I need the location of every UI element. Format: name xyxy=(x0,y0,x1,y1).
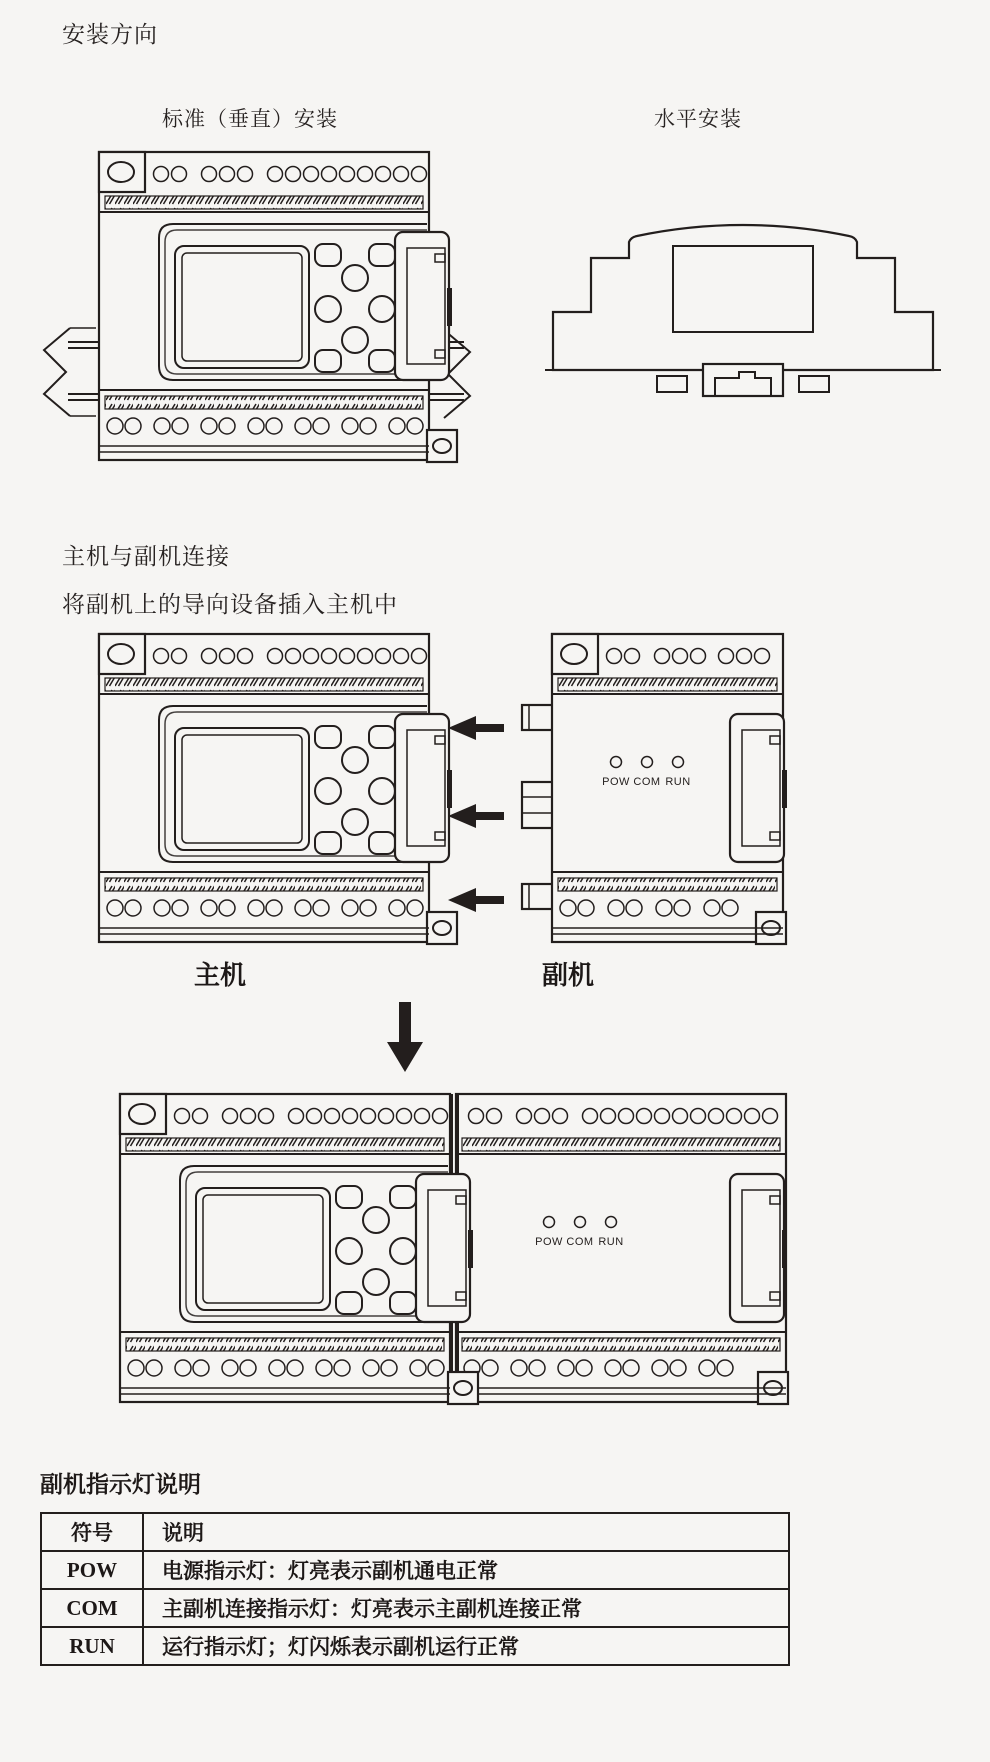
led-com-label: COM xyxy=(566,1236,594,1248)
row-symbol: RUN xyxy=(41,1627,143,1665)
main-unit-label: 主机 xyxy=(193,961,247,990)
indicator-table xyxy=(40,1512,790,1666)
led-run-label: RUN xyxy=(665,776,691,788)
led-com-label: COM xyxy=(633,776,661,788)
sub-unit-drawing xyxy=(552,634,787,944)
led-pow-label: POW xyxy=(535,1236,563,1248)
table-title: 副机指示灯说明 xyxy=(40,1472,201,1497)
row-description: 电源指示灯：灯亮表示副机通电正常 xyxy=(143,1551,789,1589)
main-unit-drawing xyxy=(120,1094,478,1404)
table-row xyxy=(41,1551,789,1589)
vertical-install-figure xyxy=(40,150,480,480)
main-unit-drawing xyxy=(99,152,457,462)
led-run-label: RUN xyxy=(598,1236,624,1248)
connect-heading: 主机与副机连接 xyxy=(62,543,230,569)
insert-arrow-icon xyxy=(448,888,504,912)
down-arrow-icon xyxy=(387,1002,423,1072)
horizontal-install-caption: 水平安装 xyxy=(654,108,742,131)
sub-unit-drawing xyxy=(456,1094,788,1404)
col-header-desc: 说明 xyxy=(143,1513,789,1551)
connection-figure xyxy=(40,632,790,962)
row-symbol: COM xyxy=(41,1589,143,1627)
horizontal-install-figure xyxy=(545,210,941,400)
page-title: 安装方向 xyxy=(62,21,158,47)
main-unit-drawing xyxy=(99,634,457,944)
din-rail-left xyxy=(44,328,100,416)
row-symbol: POW xyxy=(41,1551,143,1589)
table-row xyxy=(41,1627,789,1665)
joined-units-figure xyxy=(118,1092,790,1412)
col-header-symbol: 符号 xyxy=(41,1513,143,1551)
table-row xyxy=(41,1589,789,1627)
insert-arrow-icon xyxy=(448,804,504,828)
insert-arrow-icon xyxy=(448,716,504,740)
connect-instruction: 将副机上的导向设备插入主机中 xyxy=(62,591,398,617)
row-description: 主副机连接指示灯：灯亮表示主副机连接正常 xyxy=(143,1589,789,1627)
sub-unit-label: 副机 xyxy=(541,961,595,990)
led-pow-label: POW xyxy=(602,776,630,788)
row-description: 运行指示灯；灯闪烁表示副机运行正常 xyxy=(143,1627,789,1665)
table-header-row xyxy=(41,1513,789,1551)
guide-tabs xyxy=(522,705,554,909)
vertical-install-caption: 标准（垂直）安装 xyxy=(162,108,338,131)
